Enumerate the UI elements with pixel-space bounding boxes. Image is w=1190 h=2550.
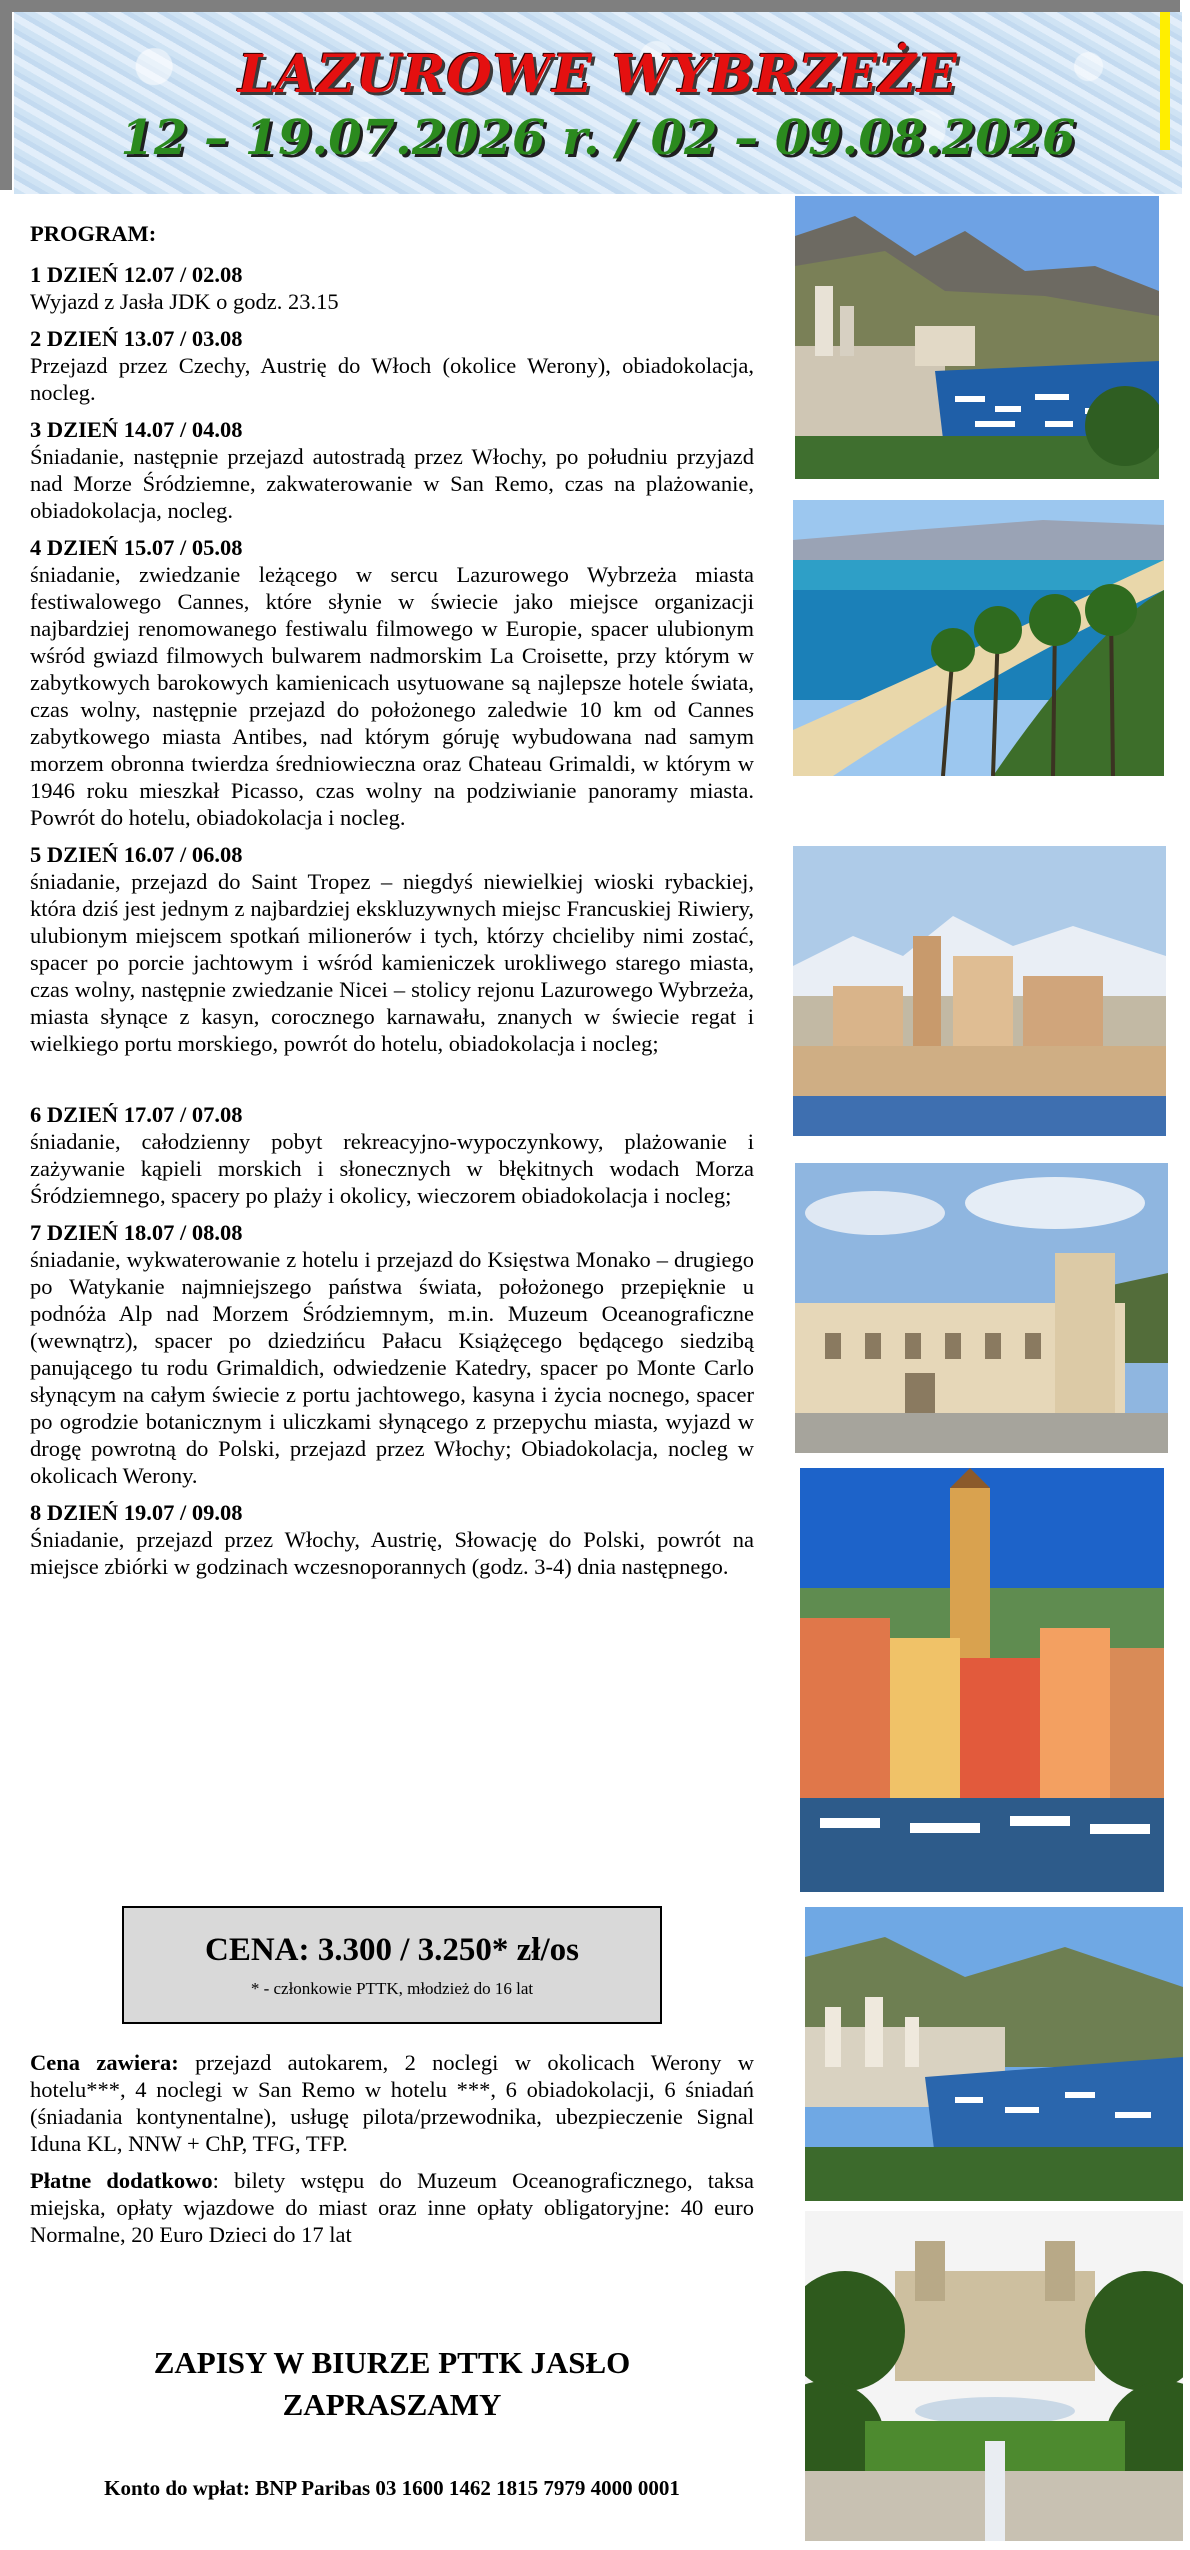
- day-text: Przejazd przez Czechy, Austrię do Włoch (okolice Werony), obiadokolacja, nocleg.: [30, 353, 754, 405]
- trip-dates: 12 – 19.07.2026 r. / 02 – 09.08.2026: [120, 110, 1076, 166]
- day-5: [30, 841, 754, 1057]
- day-3: [30, 416, 754, 524]
- signup-line: ZAPISY W BIURZE PTTK JASŁO: [153, 2345, 631, 2380]
- day-1: [30, 261, 754, 315]
- day-4: [30, 534, 754, 831]
- day-text: śniadanie, przejazd do Saint Tropez – niegdyś niewielkiej wioski rybackiej, która dziś jest jednym z najbardziej ekskluzywnych miejsc Francuskiej Riwiery, ulubionym miejscem spotkań milionerów i tych, którzy chcieliby nimi zostać, spacer po porcie jachtowym i wśród kamieniczek urokliwego starego miasta, czas wolny, następnie zwiedzanie Nicei – stolicy rejonu Lazurowego Wybrzeża, miasta słynące z kasyn, corocznego karnawału, znanych w świecie regat i wielkiego portu morskiego, powrót do hotelu, obiadokolacja i nocleg;: [30, 869, 754, 1056]
- price-includes-text: przejazd autokarem, 2 noclegi w okolicach Werony w hotelu***, 4 noclegi w San Remo w hotelu ***, 6 obiadokolacji, 6 śniadań (śniadania kontynentalne), usługę pilota/przewodnika, ubezpieczenie Signal Iduna KL, NNW + ChP, TFG, TFP.: [30, 2050, 754, 2156]
- header-banner: [12, 12, 1182, 194]
- day-title: 5 DZIEŃ 16.07 / 06.08: [30, 842, 243, 867]
- program-heading: PROGRAM:: [30, 221, 157, 246]
- day-title: 1 DZIEŃ 12.07 / 02.08: [30, 262, 243, 287]
- day-title: 2 DZIEŃ 13.07 / 03.08: [30, 326, 243, 351]
- bank-account: Konto do wpłat: BNP Paribas 03 1600 1462 1815 7979 4000 0001: [104, 2476, 680, 2500]
- price-includes: [30, 2049, 754, 2157]
- paid-extra: [30, 2167, 754, 2248]
- day-title: 4 DZIEŃ 15.07 / 05.08: [30, 535, 243, 560]
- day-2: [30, 325, 754, 406]
- page-title: LAZUROWE WYBRZEŻE: [238, 44, 958, 105]
- price-main: CENA: 3.300 / 3.250* zł/os: [205, 1932, 579, 1968]
- day-8: [30, 1499, 754, 1580]
- menton-colorful-town-photo: [800, 1468, 1164, 1892]
- monaco-palace-photo: [795, 1163, 1168, 1453]
- day-text: śniadanie, wykwaterowanie z hotelu i przejazd do Księstwa Monako – drugiego po Watykanie najmniejszego państwa świata, położonego przepięknie u podnóża Alp nad Morzem Śródziemnym, m.in. Muzeum Oceanograficzne (wewnątrz), spacer po dziedzińcu Pałacu Książęcego będącego siedzibą panującego tu rodu Grimaldich, odwiedzenie Katedry, spacer po Monte Carlo słynącym na całym świecie z portu jachtowego, kasyna i życia nocnego, spacer po ogrodzie botanicznym i uliczkami słynącego z przepychu miasta, wyjazd w drogę powrotną do Polski, przejazd przez Włochy; Obiadokolacja, nocleg w okolicach Werony.: [30, 1247, 754, 1488]
- signup-section: [30, 2342, 754, 2426]
- monaco-panorama-photo: [805, 1907, 1183, 2201]
- price-box: [122, 1906, 662, 2024]
- monaco-harbour-photo: [795, 196, 1159, 479]
- day-text: śniadanie, zwiedzanie leżącego w sercu Lazurowego Wybrzeża miasta festiwalowego Cannes, które słynie w świecie jako miejsce organizacji najbardziej renomowanego festiwalu filmowego w Europie, spacer ulubionym wśród gwiazd filmowych bulwarem nadmorskim La Croisette, przy którym w zabytkowych barokowych kamienicach usytuowane są najlepsze hotele świata, czas wolny, następnie przejazd do położonego zaledwie 10 km od Cannes zabytkowego miasta Antibes, nad którym góruję wybudowana nad samym morzem obronna twierdza średniowieczna oraz Chateau Grimaldi, w którym w 1946 roku mieszkał Picasso, czas wolny na podziwianie panoramy miasta. Powrót do hotelu, obiadokolacja i nocleg.: [30, 562, 754, 830]
- includes-section: [30, 2049, 754, 2258]
- program-section: [30, 220, 754, 1590]
- day-text: Śniadanie, następnie przejazd autostradą przez Włochy, po południu przyjazd nad Morze Śródziemne, zakwaterowanie w San Remo, czas na plażowanie, obiadokolacja, nocleg.: [30, 444, 754, 523]
- day-text: śniadanie, całodzienny pobyt rekreacyjno-wypoczynkowy, plażowanie i zażywanie kąpieli morskich i słonecznych w błękitnych wodach Morza Śródziemnego, spacery po plaży i okolicy, wieczorem obiadokolacja i nocleg;: [30, 1129, 754, 1208]
- paid-extra-label: Płatne dodatkowo: [30, 2168, 213, 2193]
- day-title: 7 DZIEŃ 18.07 / 08.08: [30, 1220, 243, 1245]
- day-text: Wyjazd z Jasła JDK o godz. 23.15: [30, 289, 339, 314]
- yellow-accent-bar: [1160, 12, 1170, 150]
- day-title: 8 DZIEŃ 19.07 / 09.08: [30, 1500, 243, 1525]
- antibes-old-town-photo: [793, 846, 1166, 1136]
- day-title: 3 DZIEŃ 14.07 / 04.08: [30, 417, 243, 442]
- day-7: [30, 1219, 754, 1489]
- invite-line: ZAPRASZAMY: [282, 2387, 502, 2422]
- day-title: 6 DZIEŃ 17.07 / 07.08: [30, 1102, 243, 1127]
- paid-extra-text: : bilety wstępu do Muzeum Oceanograficznego, taksa miejska, opłaty wjazdowe do miast oraz inne opłaty obligatoryjne: 40 euro Normalne, 20 Euro Dzieci do 17 lat: [30, 2168, 754, 2247]
- cannes-bay-photo: [793, 500, 1164, 776]
- monte-carlo-casino-photo: [805, 2211, 1183, 2541]
- day-6: [30, 1101, 754, 1209]
- day-text: Śniadanie, przejazd przez Włochy, Austrię, Słowację do Polski, powrót na miejsce zbiórki w godzinach wczesnoporannych (godz. 3-4) dnia następnego.: [30, 1527, 754, 1579]
- price-includes-label: Cena zawiera:: [30, 2050, 179, 2075]
- price-note: * - członkowie PTTK, młodzież do 16 lat: [250, 1979, 534, 1998]
